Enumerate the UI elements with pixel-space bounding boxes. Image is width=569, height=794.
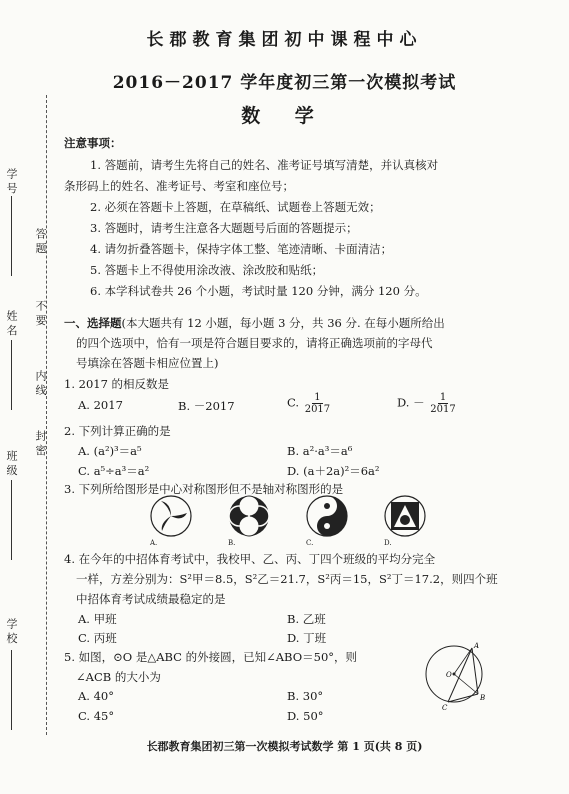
- q1-option-c: [287, 392, 330, 415]
- q5-option-b: B. 30°: [287, 689, 324, 703]
- class-blank[interactable]: [11, 480, 12, 560]
- q5-point-a: A: [474, 642, 480, 650]
- q3-figures: [144, 493, 464, 547]
- four-petal-icon: [226, 493, 272, 539]
- q1-option-a: A. 2017: [78, 398, 123, 412]
- fraction-denominator: 2017: [304, 404, 331, 415]
- q3-label-b: B.: [228, 539, 236, 547]
- q5-option-a: A. 40°: [78, 689, 114, 703]
- q3-figure-c: [304, 493, 350, 547]
- q1-option-c-fraction: [305, 392, 330, 415]
- q3-label-c: C.: [306, 539, 314, 547]
- q4-option-a: A. 甲班: [78, 612, 117, 626]
- class-label: 班 级: [5, 450, 18, 476]
- q5-option-c: C. 45°: [78, 709, 115, 723]
- yin-yang-icon: [304, 493, 350, 539]
- note-1-cont: 条形码上的姓名、准考证号、考室和座位号；: [64, 179, 294, 193]
- q1-option-d: [397, 392, 456, 415]
- q2-option-b: B. a²·a³＝a⁶: [287, 444, 353, 458]
- exam-title: 2016－2017 学年度初三第一次模拟考试: [112, 73, 457, 93]
- note-2: 2. 必须在答题卡上答题，在草稿纸、试题卷上答题无效；: [90, 200, 381, 214]
- q1-option-b: B. －2017: [178, 399, 235, 413]
- student-no-blank[interactable]: [11, 196, 12, 276]
- name-blank[interactable]: [11, 340, 12, 410]
- note-1: 1. 答题前，请考生先将自己的姓名、准考证号填写清楚，并认真核对: [90, 158, 439, 172]
- fraction-numerator: 1: [439, 392, 447, 403]
- triangle-square-circle-icon: [382, 493, 428, 539]
- in-line-label: 内 线: [34, 370, 47, 396]
- q5-circle-figure: [420, 640, 490, 712]
- q1-option-d-prefix: D. －: [397, 395, 425, 410]
- q3-figure-d: [382, 493, 428, 547]
- section-1-desc-2: 的四个选项中，恰有一项是符合题目要求的，请将正确选项前的字母代: [76, 336, 433, 350]
- fraction-denominator: 2017: [430, 404, 456, 415]
- q5-point-o: O: [446, 671, 452, 679]
- q3-figure-b: [226, 493, 272, 547]
- subject-title: 数 学: [241, 105, 328, 127]
- fraction-numerator: 1: [314, 392, 321, 403]
- sealed-label: 封 密: [34, 430, 47, 456]
- q4-option-d: D. 丁班: [287, 631, 327, 645]
- note-4: 4. 请勿折叠答题卡，保持字体工整、笔迹清晰、卡面清洁；: [90, 242, 393, 256]
- note-5: 5. 答题卡上不得使用涂改液、涂改胶和贴纸；: [90, 263, 324, 277]
- q5-point-b: B: [480, 694, 486, 702]
- q3-label-a: A.: [150, 539, 158, 547]
- q4-stem-1: 4. 在今年的中招体育考试中，我校甲、乙、丙、丁四个班级的平均分完全: [64, 552, 436, 566]
- page-footer: 长郡教育集团初三第一次模拟考试数学 第 1 页(共 8 页): [146, 740, 423, 753]
- q3-stem: 3. 下列所给图形是中心对称图形但不是轴对称图形的是: [64, 482, 344, 496]
- school-label: 学 校: [5, 618, 18, 644]
- school-blank[interactable]: [11, 650, 12, 730]
- q5-option-d: D. 50°: [287, 709, 324, 723]
- section-1-desc-3: 号填涂在答题卡相应位置上): [76, 356, 219, 370]
- notes-title: 注意事项：: [64, 136, 122, 150]
- q2-option-c: C. a⁵÷a³＝a²: [78, 464, 150, 478]
- q2-stem: 2. 下列计算正确的是: [64, 424, 171, 438]
- note-6: 6. 本学科试卷共 26 个小题，考试时量 120 分钟，满分 120 分。: [90, 284, 427, 298]
- q4-stem-2: 一样，方差分别为：S²甲＝8.5，S²乙＝21.7，S²丙＝15，S²丁＝17.2，则四个班: [76, 572, 498, 586]
- three-lobe-icon: [148, 493, 194, 539]
- q5-stem-1: 5. 如图，⊙O 是△ABC 的外接圆，已知∠ABO＝50°，则: [64, 650, 358, 664]
- q5-stem-2: ∠ACB 的大小为: [76, 670, 161, 684]
- q3-label-d: D.: [384, 539, 392, 547]
- q5-point-c: C: [442, 704, 448, 712]
- section-1-desc-1: (本大题共有 12 小题，每小题 3 分，共 36 分. 在每小题所给出: [121, 316, 445, 330]
- q3-figure-a: [148, 493, 194, 547]
- q1-option-d-fraction: [430, 392, 455, 415]
- name-label: 姓 名: [5, 310, 18, 336]
- not-required-label: 不 要: [34, 300, 47, 326]
- org-title: 长郡教育集团初中课程中心: [146, 30, 423, 50]
- student-no-label: 学 号: [5, 168, 18, 194]
- q2-option-d: D. (a＋2a)²＝6a²: [287, 464, 380, 478]
- answer-no-label: 答 题: [34, 228, 47, 254]
- q4-stem-3: 中招体育考试成绩最稳定的是: [76, 592, 226, 606]
- q1-option-c-prefix: C.: [287, 395, 300, 410]
- q4-option-c: C. 丙班: [78, 631, 117, 645]
- q2-option-a: A. (a²)³＝a⁵: [78, 444, 142, 458]
- q4-option-b: B. 乙班: [287, 612, 326, 626]
- q1-stem: 1. 2017 的相反数是: [64, 377, 170, 391]
- section-1-title: 一、选择题: [64, 316, 122, 330]
- seal-line: [46, 95, 47, 735]
- note-3: 3. 答题时，请考生注意各大题题号后面的答题提示；: [90, 221, 358, 235]
- section-1-header: [64, 315, 445, 331]
